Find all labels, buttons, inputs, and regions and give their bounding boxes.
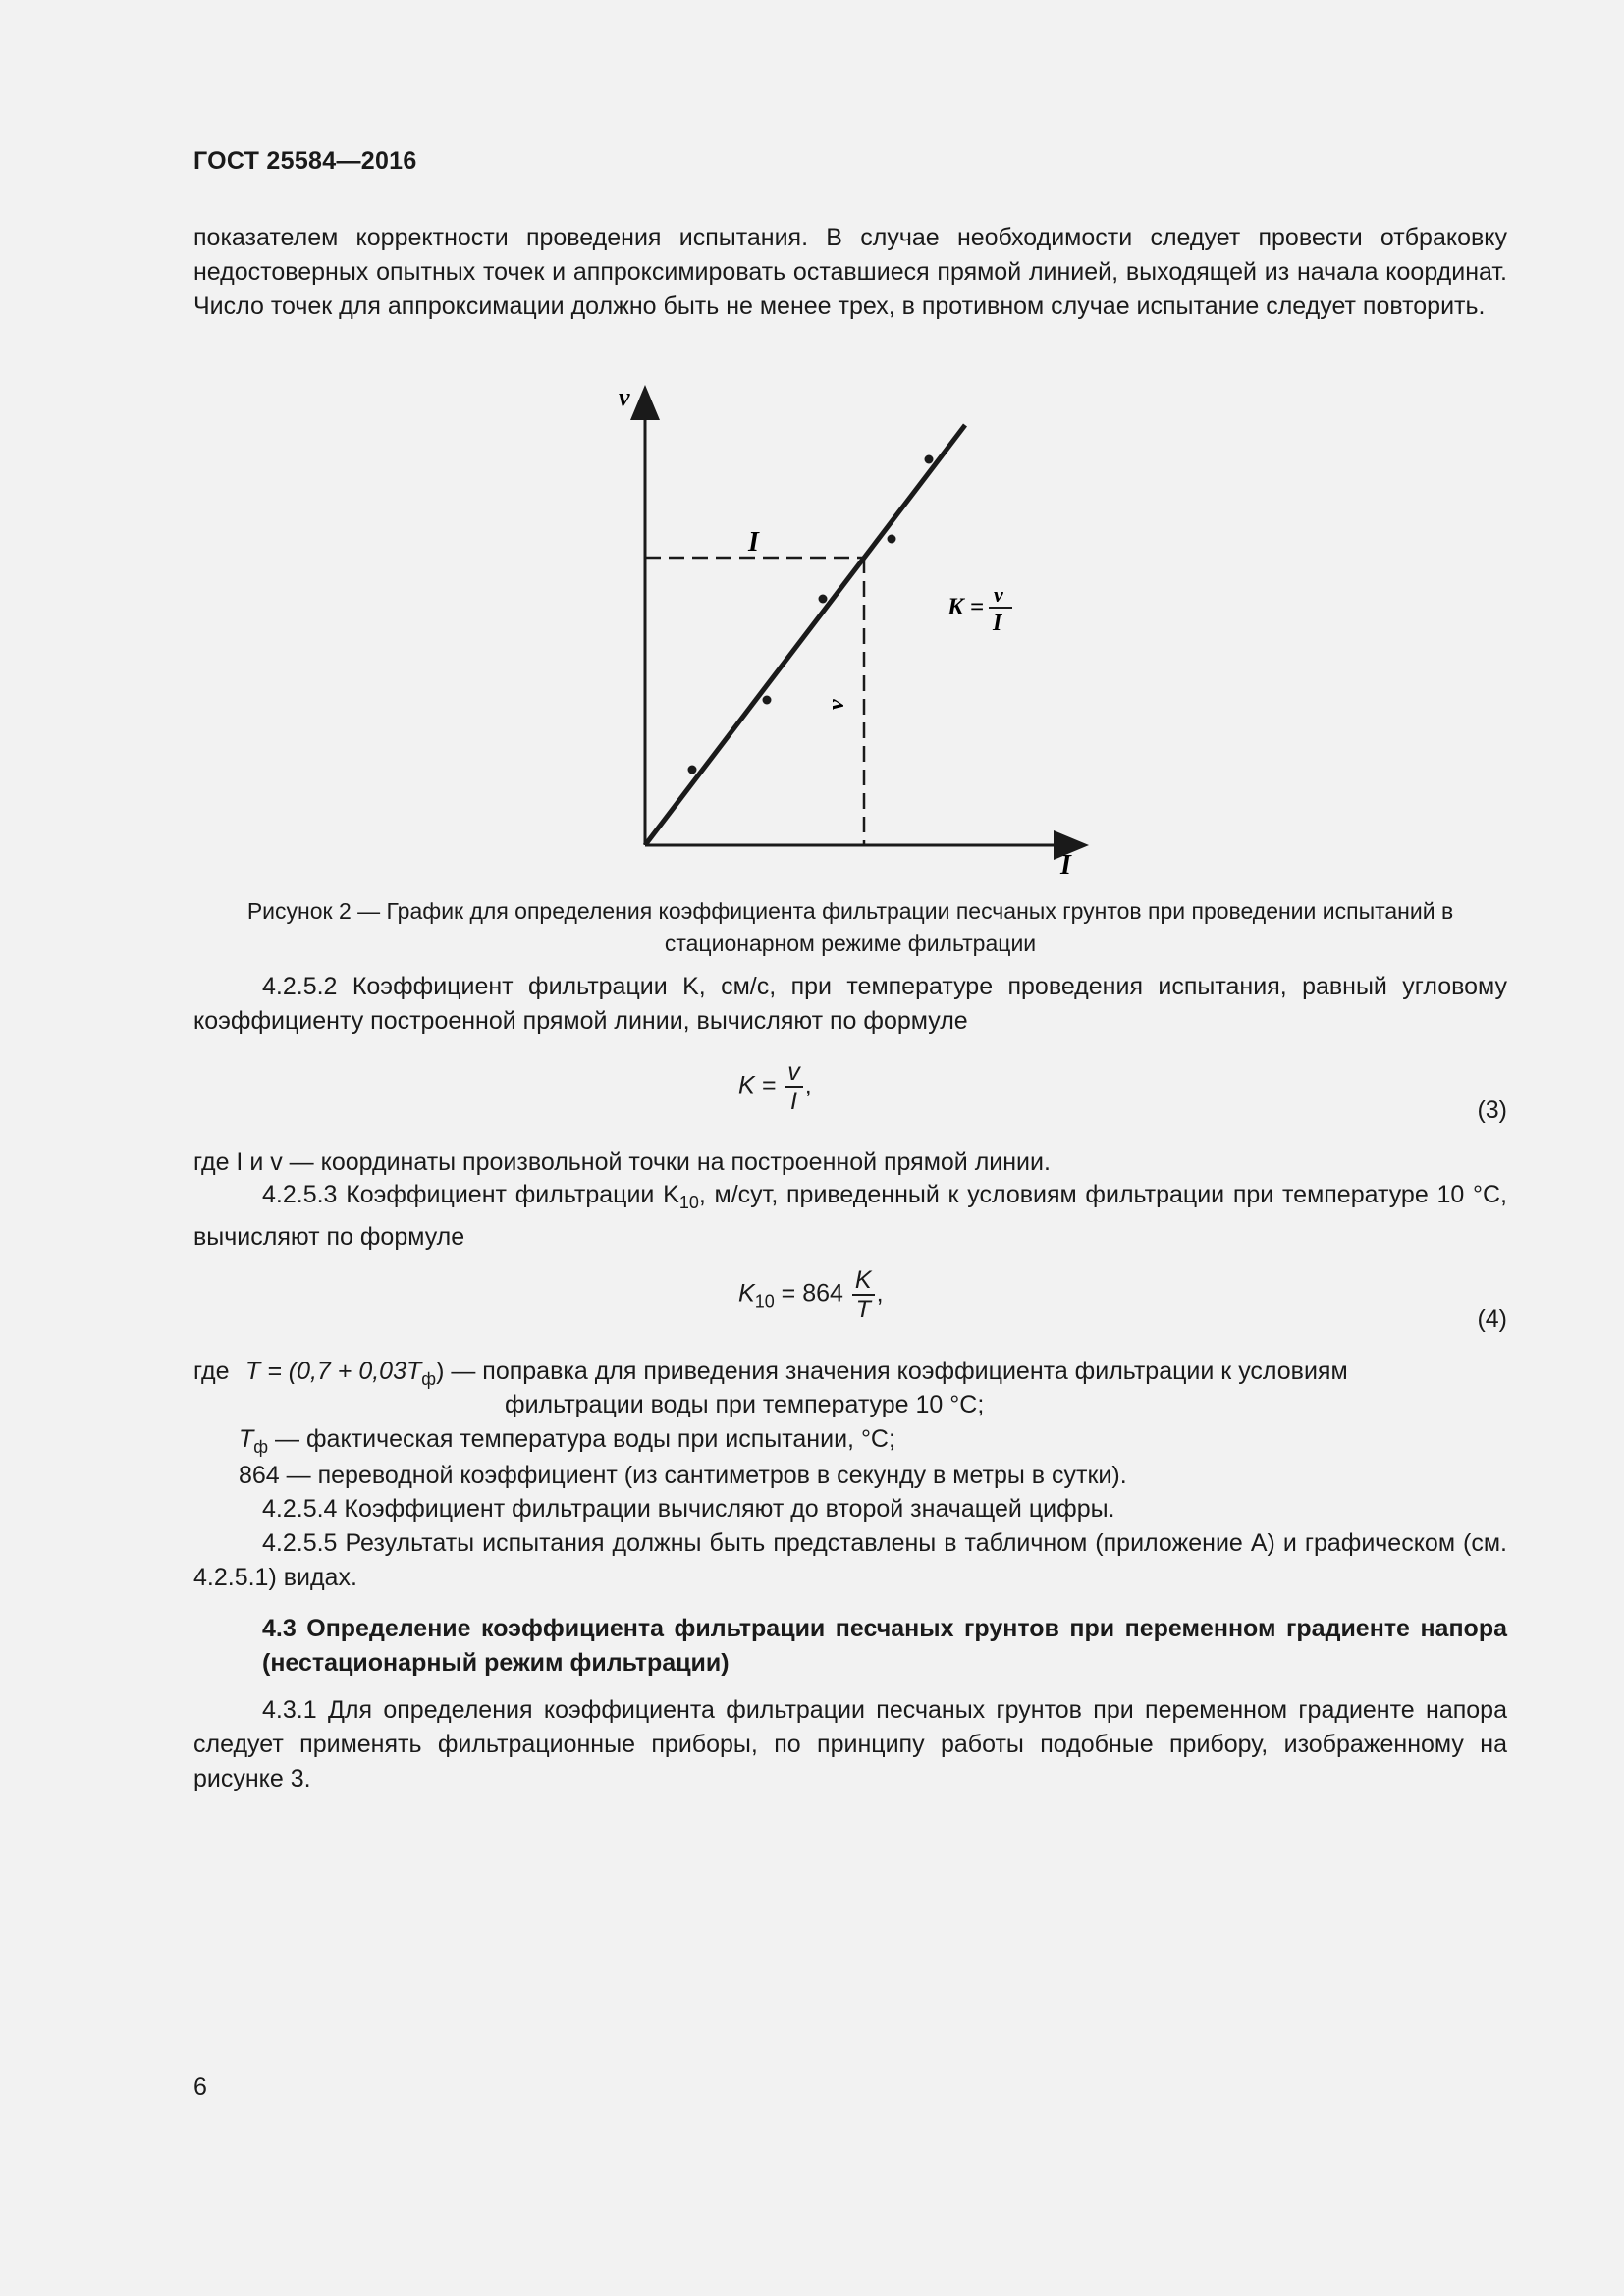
data-point [925, 455, 934, 464]
s4253-text-b: , м/сут, приведенный к условиям фильтрации при температуре 10 °С, вычисляют по формуле [193, 1181, 1508, 1251]
data-point [688, 766, 697, 774]
data-point [819, 595, 828, 604]
dash-v-label: v [824, 699, 849, 710]
data-point [763, 696, 772, 705]
eq4-mid: = 864 [781, 1279, 843, 1308]
section-4-2-5-5: 4.2.5.5 Результаты испытания должны быть представлены в табличном (приложение А) и графическом (см. 4.2.5.1) видах. [193, 1529, 1507, 1591]
figure-2-graph [589, 378, 1100, 888]
y-axis-label: v [619, 383, 630, 411]
figure-caption: Рисунок 2 — График для определения коэффициента фильтрации песчаных грунтов при проведении испытаний в стационарном режиме фильтрации [246, 898, 1454, 956]
section-4-3-1: 4.3.1 Для определения коэффициента фильтрации песчаных грунтов при переменном градиенте напора следует применять фильтрационные приборы, по принципу работы подобные прибору, изображенному на рисунке 3. [193, 1696, 1507, 1792]
where-864-definition: 864 — переводной коэффициент (из сантиметров в секунду в метры в сутки). [239, 1462, 1127, 1489]
eq4-den: T [855, 1296, 871, 1323]
eq4-lhs-sub: 10 [754, 1291, 775, 1311]
section-4-2-5-3 [193, 1178, 1507, 1255]
s4253-text-a: 4.2.5.3 Коэффициент фильтрации K [262, 1181, 679, 1208]
dash-h-label: I [748, 527, 759, 558]
eq3-fraction [785, 1058, 803, 1115]
where-tf-a: T [239, 1425, 254, 1453]
where-t-a: T = (0,7 + 0,03T [245, 1358, 422, 1385]
where-t-label: где [193, 1358, 230, 1385]
eq3-num: v [785, 1058, 803, 1088]
intro-paragraph: показателем корректности проведения испытания. В случае необходимости следует провести отбраковку недостоверных опытных точек и аппроксимировать оставшиеся прямой линией, выходящей из начала координат. Число точек для аппроксимации должно быть не менее трех, в противном случае испытание следует повторить. [193, 224, 1507, 320]
where-t-b: ) — поправка для приведения значения коэффициента фильтрации к условиям [436, 1358, 1348, 1385]
document-header: ГОСТ 25584—2016 [193, 147, 417, 175]
s4253-sub: 10 [678, 1193, 699, 1212]
section-4-2-5-4: 4.2.5.4 Коэффициент фильтрации вычисляют до второй значащей цифры. [262, 1495, 1115, 1522]
x-axis-label: I [1060, 850, 1071, 881]
equation-4-number: (4) [1477, 1306, 1507, 1333]
where-coordinates: где I и v — координаты произвольной точки на построенной прямой линии. [193, 1148, 1051, 1176]
eq3-tail: , [804, 1071, 812, 1099]
equation-3 [738, 1058, 812, 1115]
equation-4 [738, 1266, 884, 1323]
formula-k-num: v [994, 582, 1003, 607]
eq3-lhs: K = [738, 1071, 777, 1099]
where-t-sub: ф [421, 1369, 437, 1389]
eq3-den: I [789, 1088, 797, 1115]
data-point [888, 535, 896, 544]
eq4-lhs: K [738, 1279, 755, 1308]
section-4-2-5-2: 4.2.5.2 Коэффициент фильтрации K, см/с, при температуре проведения испытания, равный угловому коэффициенту построенной прямой линии, вычисляют по формуле [193, 973, 1507, 1035]
page-number: 6 [193, 2073, 207, 2101]
where-t-continuation: фильтрации воды при температуре 10 °С; [505, 1391, 985, 1418]
where-tf-sub: ф [253, 1437, 269, 1457]
formula-k-den: I [993, 611, 1002, 636]
equation-3-number: (3) [1477, 1096, 1507, 1124]
where-tf-b: — фактическая температура воды при испытании, °С; [268, 1425, 895, 1453]
section-4-3-heading: 4.3 Определение коэффициента фильтрации песчаных грунтов при переменном градиенте напора (нестационарный режим фильтрации) [262, 1615, 1507, 1677]
formula-k-label: K = [947, 594, 985, 620]
eq4-fraction [852, 1266, 875, 1323]
fit-line [645, 425, 965, 845]
eq4-num: K [852, 1266, 875, 1296]
eq4-tail: , [876, 1279, 884, 1308]
